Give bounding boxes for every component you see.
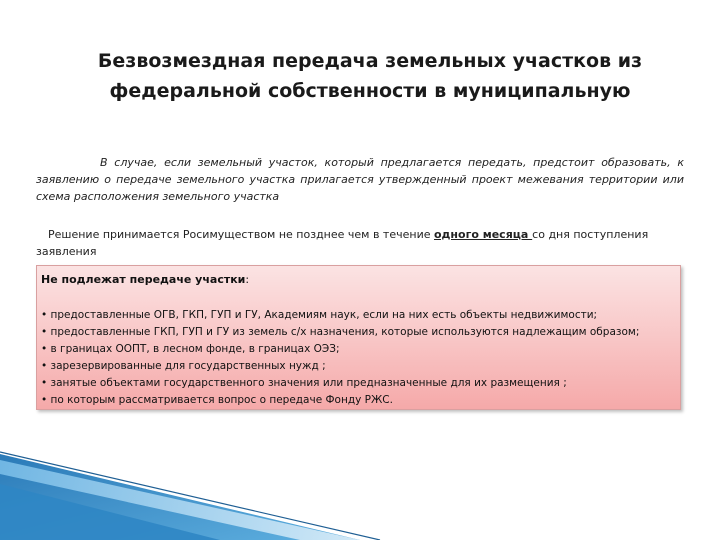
- restriction-item: • зарезервированные для государственных нужд ;: [41, 360, 326, 372]
- slide-title-line-2: федеральной собственности в муниципальную: [109, 80, 631, 102]
- paragraph-decision-deadline: [36, 226, 684, 260]
- restriction-item: • по которым рассматривается вопрос о передаче Фонду РЖС.: [41, 394, 393, 406]
- paragraph-project-requirement: В случае, если земельный участок, который предлагается передать, предстоит образовать, к заявлению о передаче земельного участка прилагается утвержденный проект межевания территории или схема расположения земельного участка: [36, 156, 684, 203]
- restrictions-box: [36, 265, 681, 410]
- deadline-text-before: Решение принимается Росимуществом не позднее чем в течение: [48, 228, 434, 241]
- restriction-item: • предоставленные ОГВ, ГКП, ГУП и ГУ, Академиям наук, если на них есть объекты недвижимости;: [41, 309, 598, 321]
- restriction-item: • предоставленные ГКП, ГУП и ГУ из земель с/х назначения, которые используются надлежащим образом;: [41, 326, 640, 338]
- restriction-item: • в границах ООПТ, в лесном фонде, в границах ОЭЗ;: [41, 343, 340, 355]
- restrictions-heading-colon: :: [245, 273, 250, 286]
- restrictions-heading: [41, 272, 674, 288]
- slide-title-line-1: Безвозмездная передача земельных участков из: [97, 50, 643, 72]
- restrictions-heading-text: Не подлежат передаче участки: [41, 273, 246, 286]
- slide-title: [60, 46, 680, 106]
- restriction-item: • занятые объектами государственного значения или предназначенные для их размещения ;: [41, 377, 567, 389]
- deadline-text-after: со дня поступления заявления: [36, 228, 649, 258]
- deadline-emphasis: одного месяца: [433, 228, 533, 241]
- decorative-corner-swoosh: [0, 440, 720, 540]
